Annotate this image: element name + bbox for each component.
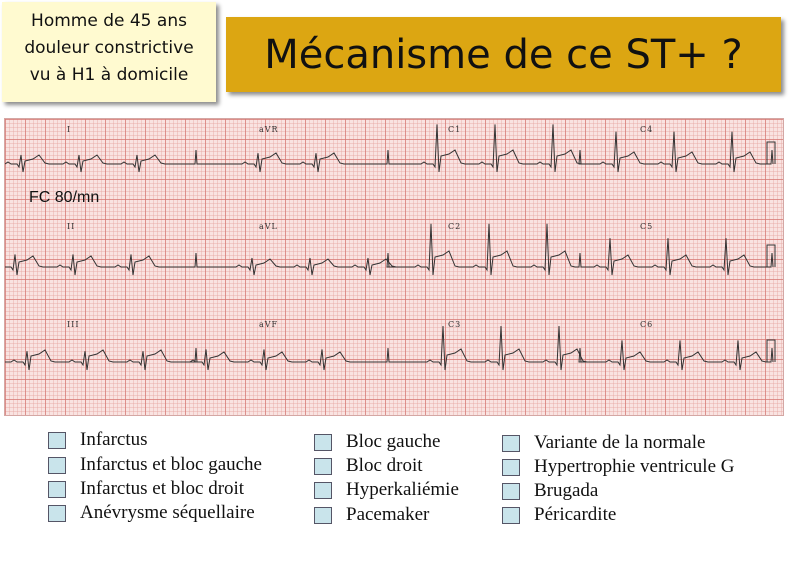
checkbox-infarctus-bloc-gauche[interactable] <box>48 457 66 474</box>
option-label: Pacemaker <box>346 504 430 525</box>
lead-label-C1: C1 <box>448 125 462 134</box>
option-bloc-gauche[interactable] <box>314 431 440 453</box>
lead-label-C4: C4 <box>640 125 654 134</box>
ecg-trace-row-3 <box>5 326 773 370</box>
lead-label-C5: C5 <box>640 222 654 231</box>
option-label: Bloc gauche <box>346 431 441 452</box>
option-label: Brugada <box>534 480 599 501</box>
option-label: Péricardite <box>534 504 617 525</box>
lead-label-aVR: aVR <box>259 125 279 134</box>
case-line-symptom: douleur constrictive <box>24 38 194 58</box>
ecg-trace-row-1 <box>5 124 773 172</box>
checkbox-brugada[interactable] <box>502 483 520 500</box>
heart-rate-label: FC 80/mn <box>29 189 100 206</box>
option-infarctus-bloc-droit[interactable] <box>48 478 244 500</box>
lead-label-I: I <box>67 125 72 134</box>
lead-label-C3: C3 <box>448 320 462 329</box>
option-pericardite[interactable] <box>502 504 616 526</box>
checkbox-pericardite[interactable] <box>502 507 520 524</box>
option-label: Anévrysme séquellaire <box>80 502 255 523</box>
checkbox-infarctus[interactable] <box>48 432 66 449</box>
slide-title <box>226 17 781 92</box>
option-pacemaker[interactable] <box>314 504 429 526</box>
lead-label-C2: C2 <box>448 222 462 231</box>
case-line-context: vu à H1 à domicile <box>29 65 189 85</box>
option-label: Bloc droit <box>346 455 423 476</box>
lead-label-C6: C6 <box>640 320 654 329</box>
option-infarctus-bloc-gauche[interactable] <box>48 454 262 476</box>
option-hyperkaliemie[interactable] <box>314 479 459 501</box>
option-label: Infarctus et bloc gauche <box>80 454 262 475</box>
checkbox-infarctus-bloc-droit[interactable] <box>48 481 66 498</box>
option-label: Infarctus <box>80 429 148 450</box>
option-brugada[interactable] <box>502 480 598 502</box>
option-anevrysme[interactable] <box>48 502 255 524</box>
checkbox-hypertrophie-vg[interactable] <box>502 459 520 476</box>
case-line-age: Homme de 45 ans <box>31 11 187 31</box>
checkbox-pacemaker[interactable] <box>314 507 332 524</box>
option-label: Variante de la normale <box>534 432 706 453</box>
ecg-trace-row-2 <box>5 224 773 275</box>
lead-label-aVF: aVF <box>259 320 279 329</box>
lead-label-II: II <box>67 222 76 231</box>
checkbox-anevrysme[interactable] <box>48 505 66 522</box>
ecg-traces <box>5 119 783 415</box>
checkbox-bloc-gauche[interactable] <box>314 434 332 451</box>
option-label: Hyperkaliémie <box>346 479 459 500</box>
case-description <box>2 2 216 102</box>
checkbox-bloc-droit[interactable] <box>314 458 332 475</box>
ecg-strip <box>4 118 784 416</box>
option-bloc-droit[interactable] <box>314 455 423 477</box>
slide-title-text: Mécanisme de ce ST+ ? <box>264 31 743 78</box>
option-hypertrophie-vg[interactable] <box>502 456 734 478</box>
checkbox-variante-normale[interactable] <box>502 435 520 452</box>
lead-label-aVL: aVL <box>259 222 278 231</box>
lead-label-III: III <box>67 320 80 329</box>
option-variante-normale[interactable] <box>502 432 705 454</box>
option-infarctus[interactable] <box>48 429 148 451</box>
checkbox-hyperkaliemie[interactable] <box>314 482 332 499</box>
option-label: Hypertrophie ventricule G <box>534 456 735 477</box>
option-label: Infarctus et bloc droit <box>80 478 245 499</box>
